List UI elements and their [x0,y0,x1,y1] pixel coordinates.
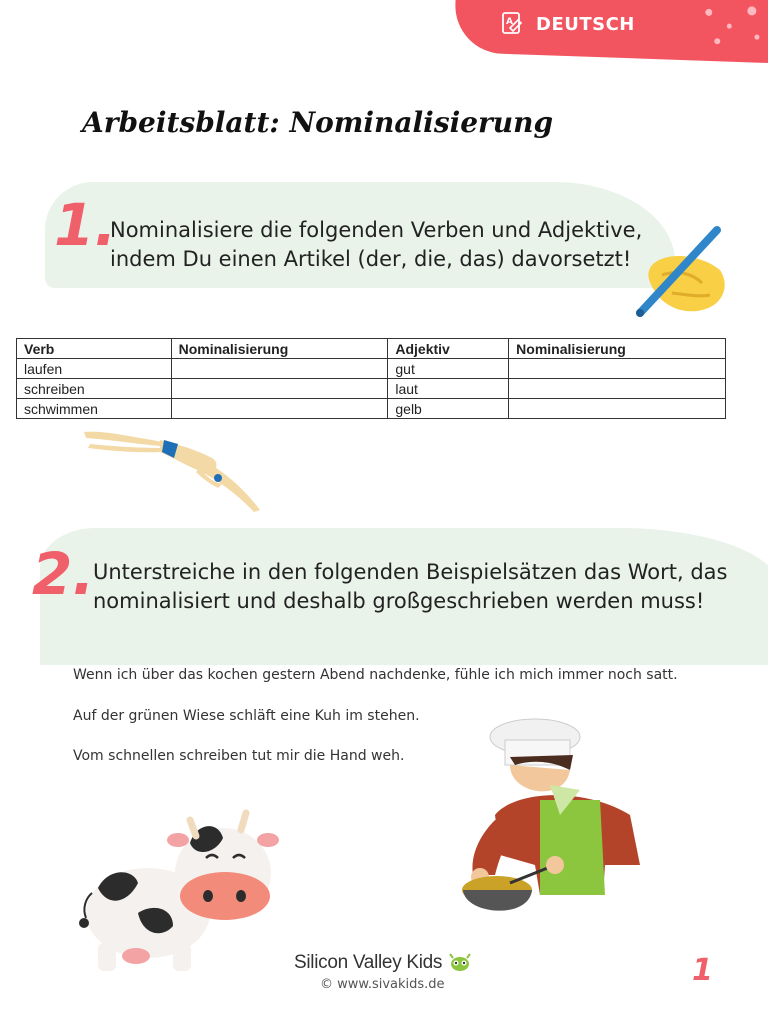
task1-line2: indem Du einen Artikel (der, die, das) davorsetzt! [110,247,632,271]
verb-cell: schreiben [17,379,172,399]
subject-text: DEUTSCH [536,13,635,35]
svg-text:A: A [506,17,514,27]
page-number: 1 [692,953,713,988]
subject-label [500,8,635,40]
swimmer-icon [82,426,267,516]
nominalization-table [16,338,726,419]
task2-number: 2. [32,540,95,608]
page-title: Arbeitsblatt: Nominalisierung [82,106,554,139]
answer-cell[interactable] [509,379,726,399]
task2-line1: Unterstreiche in den folgenden Beispielsätzen das Wort, das [93,560,728,584]
cow-icon [78,808,278,973]
verb-cell: schwimmen [17,399,172,419]
table-row [17,379,726,399]
header-nominalisierung-adjektiv: Nominalisierung [509,339,726,359]
answer-cell[interactable] [171,379,388,399]
answer-cell[interactable] [171,399,388,419]
writing-hand-icon [632,225,732,320]
example-sentence: Auf der grünen Wiese schläft eine Kuh im stehen. [73,708,420,724]
answer-cell[interactable] [509,399,726,419]
adjective-cell: gelb [388,399,509,419]
table-header-row [17,339,726,359]
example-sentence: Vom schnellen schreiben tut mir die Hand weh. [73,748,405,764]
brand-name: Silicon Valley Kids [294,952,443,973]
task1-instruction [110,216,642,274]
header-nominalisierung-verb: Nominalisierung [171,339,388,359]
task1-line1: Nominalisiere die folgenden Verben und Adjektive, [110,218,643,242]
website-credit: © www.sivakids.de [320,977,445,992]
task1-number: 1. [54,191,117,259]
answer-cell[interactable] [171,359,388,379]
header-verb: Verb [17,339,172,359]
header-adjektiv: Adjektiv [388,339,509,359]
table-row [17,399,726,419]
verb-cell: laufen [17,359,172,379]
adjective-cell: gut [388,359,509,379]
task2-instruction [93,558,728,616]
table-row [17,359,726,379]
brand-logo [294,952,472,974]
example-sentence: Wenn ich über das kochen gestern Abend nachdenke, fühle ich mich immer noch satt. [73,667,678,683]
chef-icon [455,715,655,920]
adjective-cell: laut [388,379,509,399]
task2-line2: nominalisiert und deshalb großgeschrieben werden muss! [93,589,705,613]
translate-icon [500,11,526,37]
answer-cell[interactable] [509,359,726,379]
alien-mascot-icon [448,953,472,973]
